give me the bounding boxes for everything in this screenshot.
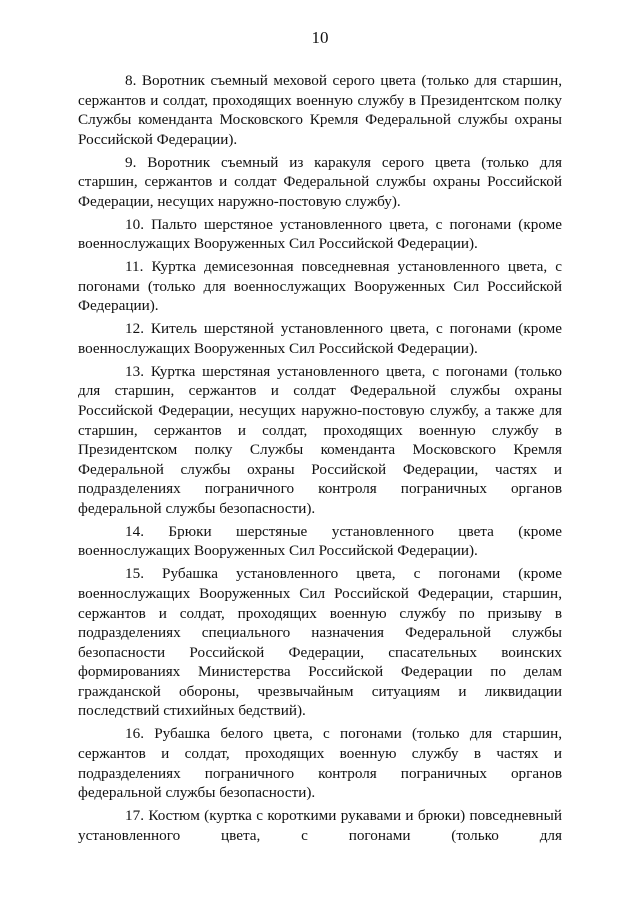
list-item-16: 16. Рубашка белого цвета, с погонами (только для старшин, сержантов и солдат, проходящих военную службу в частях и подразделениях пограничного контроля пограничных органов федеральной службы безопасности). (78, 725, 562, 802)
list-item-12: 12. Китель шерстяной установленного цвета, с погонами (кроме военнослужащих Вооруженных Сил Российской Федерации). (78, 320, 562, 357)
list-item-13: 13. Куртка шерстяная установленного цвета, с погонами (только для старшин, сержантов и солдат Федеральной службы охраны Российской Федерации, несущих наружно-постовую службу, а также для старшин, сержантов и солдат, проходящих военную службу в Президентском полку Службы коменданта Московского Кремля Федеральной службы охраны Российской Федерации, частях и подразделениях пограничного контроля пограничных органов федеральной службы безопасности). (78, 362, 562, 517)
list-item-9: 9. Воротник съемный из каракуля серого цвета (только для старшин, сержантов и солдат Федеральной службы охраны Российской Федерации, несущих наружно-постовую службу). (78, 153, 562, 210)
list-item-8: 8. Воротник съемный меховой серого цвета (только для старшин, сержантов и солдат, проходящих военную службу в Президентском полку Службы коменданта Московского Кремля Федеральной службы охраны Российской Федерации). (78, 72, 562, 148)
list-item-14: 14. Брюки шерстяные установленного цвета (кроме военнослужащих Вооруженных Сил Российской Федерации). (78, 522, 562, 560)
list-item-17: 17. Костюм (куртка с короткими рукавами и брюки) повседневный установленного цвета, с погонами (только для (78, 807, 562, 844)
list-item-11: 11. Куртка демисезонная повседневная установленного цвета, с погонами (только для военнослужащих Вооруженных Сил Российской Федерации). (78, 258, 562, 315)
list-item-15: 15. Рубашка установленного цвета, с погонами (кроме военнослужащих Вооруженных Сил Российской Федерации, старшин, сержантов и солдат, проходящих военную службу по призыву в подразделениях специального назначения Федеральной службы безопасности Российской Федерации, спасательных воинских формированиях Министерства Российской Федерации по делам гражданской обороны, чрезвычайным ситуациям и ликвидации последствий стихийных бедствий). (78, 565, 562, 720)
list-item-10: 10. Пальто шерстяное установленного цвета, с погонами (кроме военнослужащих Вооруженных Сил Российской Федерации). (78, 215, 562, 253)
page-number: 10 (311, 28, 329, 47)
document-body (78, 71, 562, 849)
